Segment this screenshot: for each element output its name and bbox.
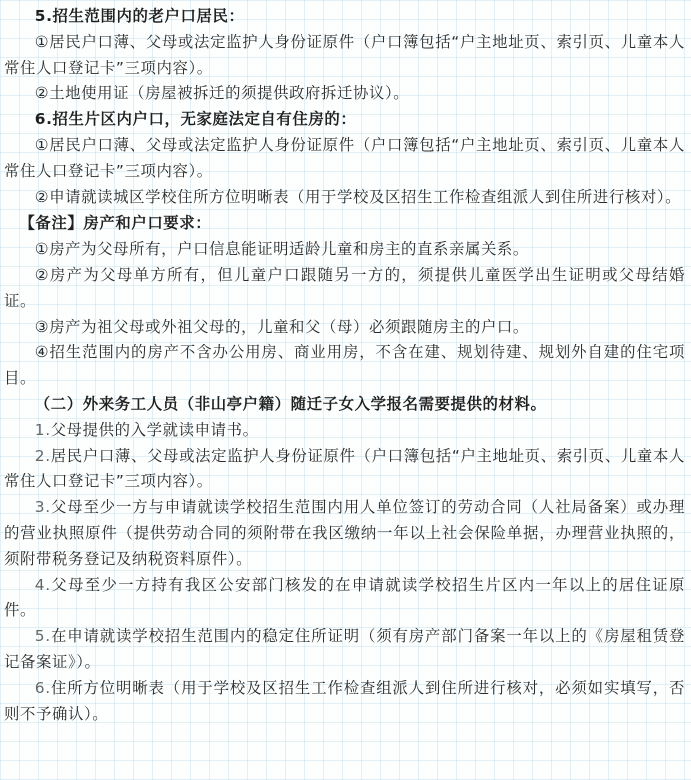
- section-5-item-2: ②土地使用证（房屋被拆迁的须提供政府拆迁协议）。: [34, 84, 410, 103]
- section-5-heading: 5.招生范围内的老户口居民：: [34, 7, 245, 25]
- remark-heading: 【备注】房产和户口要求：: [19, 214, 212, 233]
- migrant-item-number: 2.: [34, 446, 51, 465]
- migrant-item-text: 父母提供的入学就读申请书。: [50, 420, 259, 439]
- remark-item-1: ①房产为父母所有，户口信息能证明适龄儿童和房主的直系亲属关系。: [34, 240, 529, 259]
- migrant-item-text: 父母至少一方与申请就读学校招生范围内用人单位签订的劳动合同（人社局备案）或办理的营业执照原件（提供劳动合同的须附带在我区缴纳一年以上社会保险单据，办理营业执照的，须附带税务登记及纳税资料原件）。: [4, 498, 685, 568]
- remark-item-2: ②房产为父母单方所有，但儿童户口跟随另一方的，须提供儿童医学出生证明或父母结婚证。: [4, 265, 685, 310]
- migrant-item-number: 4.: [34, 575, 51, 594]
- migrant-heading: （二）外来务工人员（非山亭户籍）随迁子女入学报名需要提供的材料。: [34, 394, 547, 413]
- section-6-item-1: ①居民户口薄、父母或法定监护人身份证原件（户口簿包括“户主地址页、索引页、儿童本人常住人口登记卡”三项内容）。: [4, 135, 685, 180]
- remark-item-4: ④招生范围内的房产不含办公用房、商业用房，不含在建、规划待建、规划外自建的住宅项目。: [4, 343, 685, 388]
- migrant-item-2: [4, 444, 685, 496]
- remark-item-3: ③房产为祖父母或外祖父母的，儿童和父（母）必须跟随房主的户口。: [34, 317, 529, 336]
- migrant-item-6: [4, 676, 685, 728]
- migrant-item-text: 住所方位明晰表（用于学校及区招生工作检查组派人到住所进行核对，必须如实填写，否则不予确认）。: [4, 678, 685, 723]
- section-5-item-1: ①居民户口薄、父母或法定监护人身份证原件（户口簿包括“户主地址页、索引页、儿童本人常住人口登记卡”三项内容）。: [4, 32, 685, 77]
- migrant-item-text: 居民户口薄、父母或法定监护人身份证原件（户口簿包括“户主地址页、索引页、儿童本人常住人口登记卡”三项内容）。: [4, 446, 685, 491]
- migrant-item-number: 6.: [34, 678, 51, 697]
- section-6-heading: 6.招生片区内户口，无家庭法定自有住房的：: [34, 110, 357, 129]
- migrant-item-number: 1.: [34, 420, 51, 439]
- migrant-item-3: [4, 495, 685, 572]
- migrant-item-1: [4, 418, 685, 444]
- migrant-item-4: [4, 573, 685, 625]
- section-6-item-2: ②申请就读城区学校住所方位明晰表（用于学校及区招生工作检查组派人到住所进行核对）。: [34, 187, 682, 206]
- migrant-item-text: 父母至少一方持有我区公安部门核发的在申请就读学校招生片区内一年以上的居住证原件。: [4, 575, 685, 620]
- migrant-item-number: 5.: [34, 627, 51, 646]
- migrant-item-text: 在申请就读学校招生范围内的稳定住所证明（须有房产部门备案一年以上的《房屋租赁登记备案证》）。: [4, 627, 685, 671]
- migrant-item-5: [4, 624, 685, 676]
- migrant-item-number: 3.: [34, 498, 51, 517]
